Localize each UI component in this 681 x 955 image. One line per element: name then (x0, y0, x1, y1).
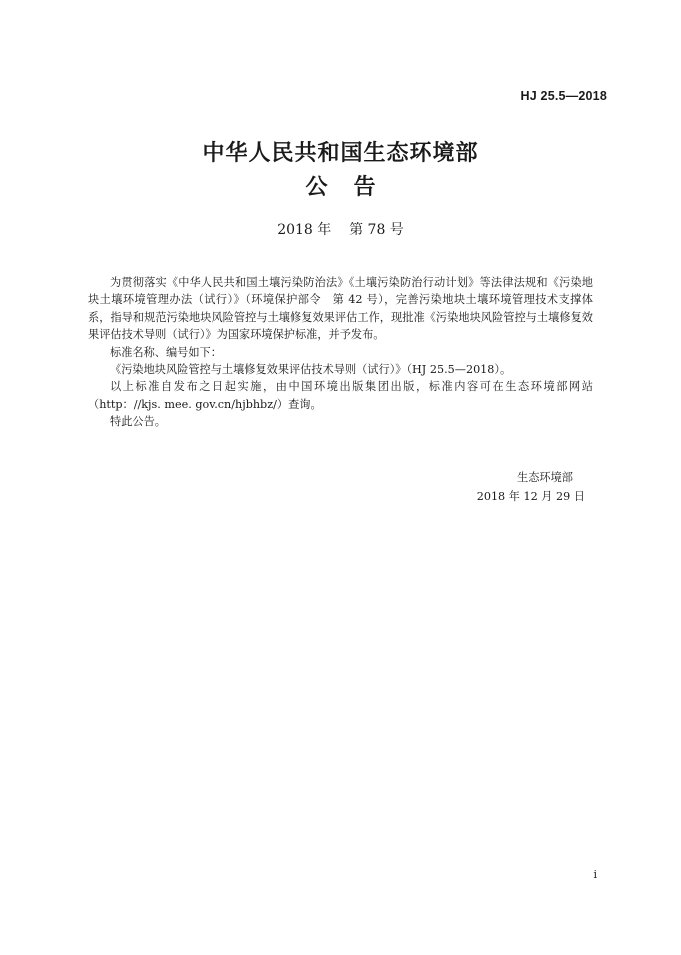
body-paragraph-standard-name: 《污染地块风险管控与土壤修复效果评估技术导则（试行）》（HJ 25.5—2018）。 (110, 363, 512, 377)
announcement-body (88, 274, 593, 431)
signature-date: 2018 年 12 月 29 日 (476, 490, 585, 503)
ministry-title: 中华人民共和国生态环境部 (202, 141, 479, 166)
page-number: i (593, 868, 597, 881)
issue-number (0, 219, 681, 239)
signature-block (477, 468, 585, 506)
notice-title-char-1: 公 (305, 175, 328, 200)
issue-number-text: 第 78 号 (349, 222, 404, 238)
body-paragraph-standard-heading: 标准名称、编号如下： (110, 345, 222, 359)
standard-code: HJ 25.5—2018 (520, 89, 607, 103)
notice-title (0, 170, 681, 201)
body-paragraph-closing: 特此公告。 (110, 415, 166, 429)
body-paragraph-implementation: 以上标准自发布之日起实施，由中国环境出版集团出版，标准内容可在生态环境部网站（http：//kjs. mee. gov.cn/hjbhbz/）查询。 (88, 380, 593, 411)
notice-title-char-2: 告 (353, 175, 376, 200)
body-paragraph-intro: 为贯彻落实《中华人民共和国土壤污染防治法》《土壤污染防治行动计划》等法律法规和《污染地块土壤环境管理办法（试行）》（环境保护部令 第 42 号），完善污染地块土壤环境管理技术支撑体系，指导和规范污染地块风险管控与土壤修复效果评估工作，现批准《污染地块风险管控与土壤修复效果评估技术导则（试行）》为国家环境保护标准，并予发布。 (88, 276, 593, 342)
signature-organization: 生态环境部 (517, 471, 573, 484)
issue-year: 2018 年 (277, 222, 332, 238)
